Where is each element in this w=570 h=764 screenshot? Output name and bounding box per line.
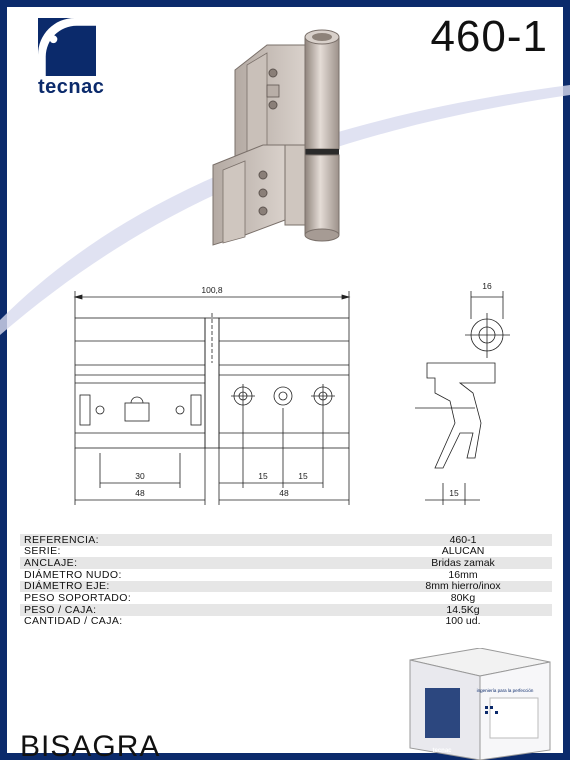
spec-row <box>20 604 552 616</box>
dim-left-holes: 30 <box>135 471 145 481</box>
dim-left-width: 48 <box>135 488 145 498</box>
dim-total-width: 100,8 <box>201 285 223 295</box>
technical-drawing <box>55 283 515 513</box>
spec-label: PESO / CAJA: <box>24 603 97 616</box>
dim-right-spacing-b: 15 <box>298 471 308 481</box>
spec-label: DIÁMETRO EJE: <box>24 580 110 593</box>
spec-value: Bridas zamak <box>431 556 495 569</box>
page-title: 460-1 <box>430 12 548 61</box>
dim-profile-offset: 15 <box>449 488 459 498</box>
spec-row <box>20 557 552 569</box>
spec-value: 460-1 <box>449 533 477 546</box>
spec-value: 80Kg <box>450 592 476 605</box>
dim-right-width: 48 <box>279 488 289 498</box>
spec-value: 16mm <box>448 568 478 581</box>
brand-name: tecnac <box>38 76 105 98</box>
spec-label: ANCLAJE: <box>24 556 78 569</box>
spec-label: REFERENCIA: <box>24 533 99 546</box>
spec-label: CANTIDAD / CAJA: <box>24 615 123 628</box>
spec-label: SERIE: <box>24 545 61 558</box>
spec-label: PESO SOPORTADO: <box>24 592 132 605</box>
hinge-product-image <box>205 25 365 250</box>
box-tagline: ingeniería para la perfección <box>476 688 534 693</box>
tecnac-logo-icon <box>38 18 96 76</box>
box-brand: tecnac <box>432 748 452 754</box>
spec-value: 8mm hierro/inox <box>425 580 501 593</box>
spec-row <box>20 592 552 604</box>
spec-value: ALUCAN <box>441 545 485 558</box>
spec-row <box>20 581 552 593</box>
spec-row <box>20 569 552 581</box>
specifications-table <box>20 534 552 628</box>
spec-value: 100 ud. <box>445 615 481 628</box>
spec-label: DIÁMETRO NUDO: <box>24 568 122 581</box>
spec-row <box>20 546 552 558</box>
spec-row <box>20 616 552 628</box>
brand-logo <box>38 18 105 99</box>
spec-value: 14.5Kg <box>446 603 480 616</box>
dim-right-spacing-a: 15 <box>258 471 268 481</box>
dim-depth: 16 <box>482 283 492 291</box>
spec-row <box>20 534 552 546</box>
product-name: BISAGRA <box>20 730 161 763</box>
packaging-box-image <box>405 648 555 760</box>
